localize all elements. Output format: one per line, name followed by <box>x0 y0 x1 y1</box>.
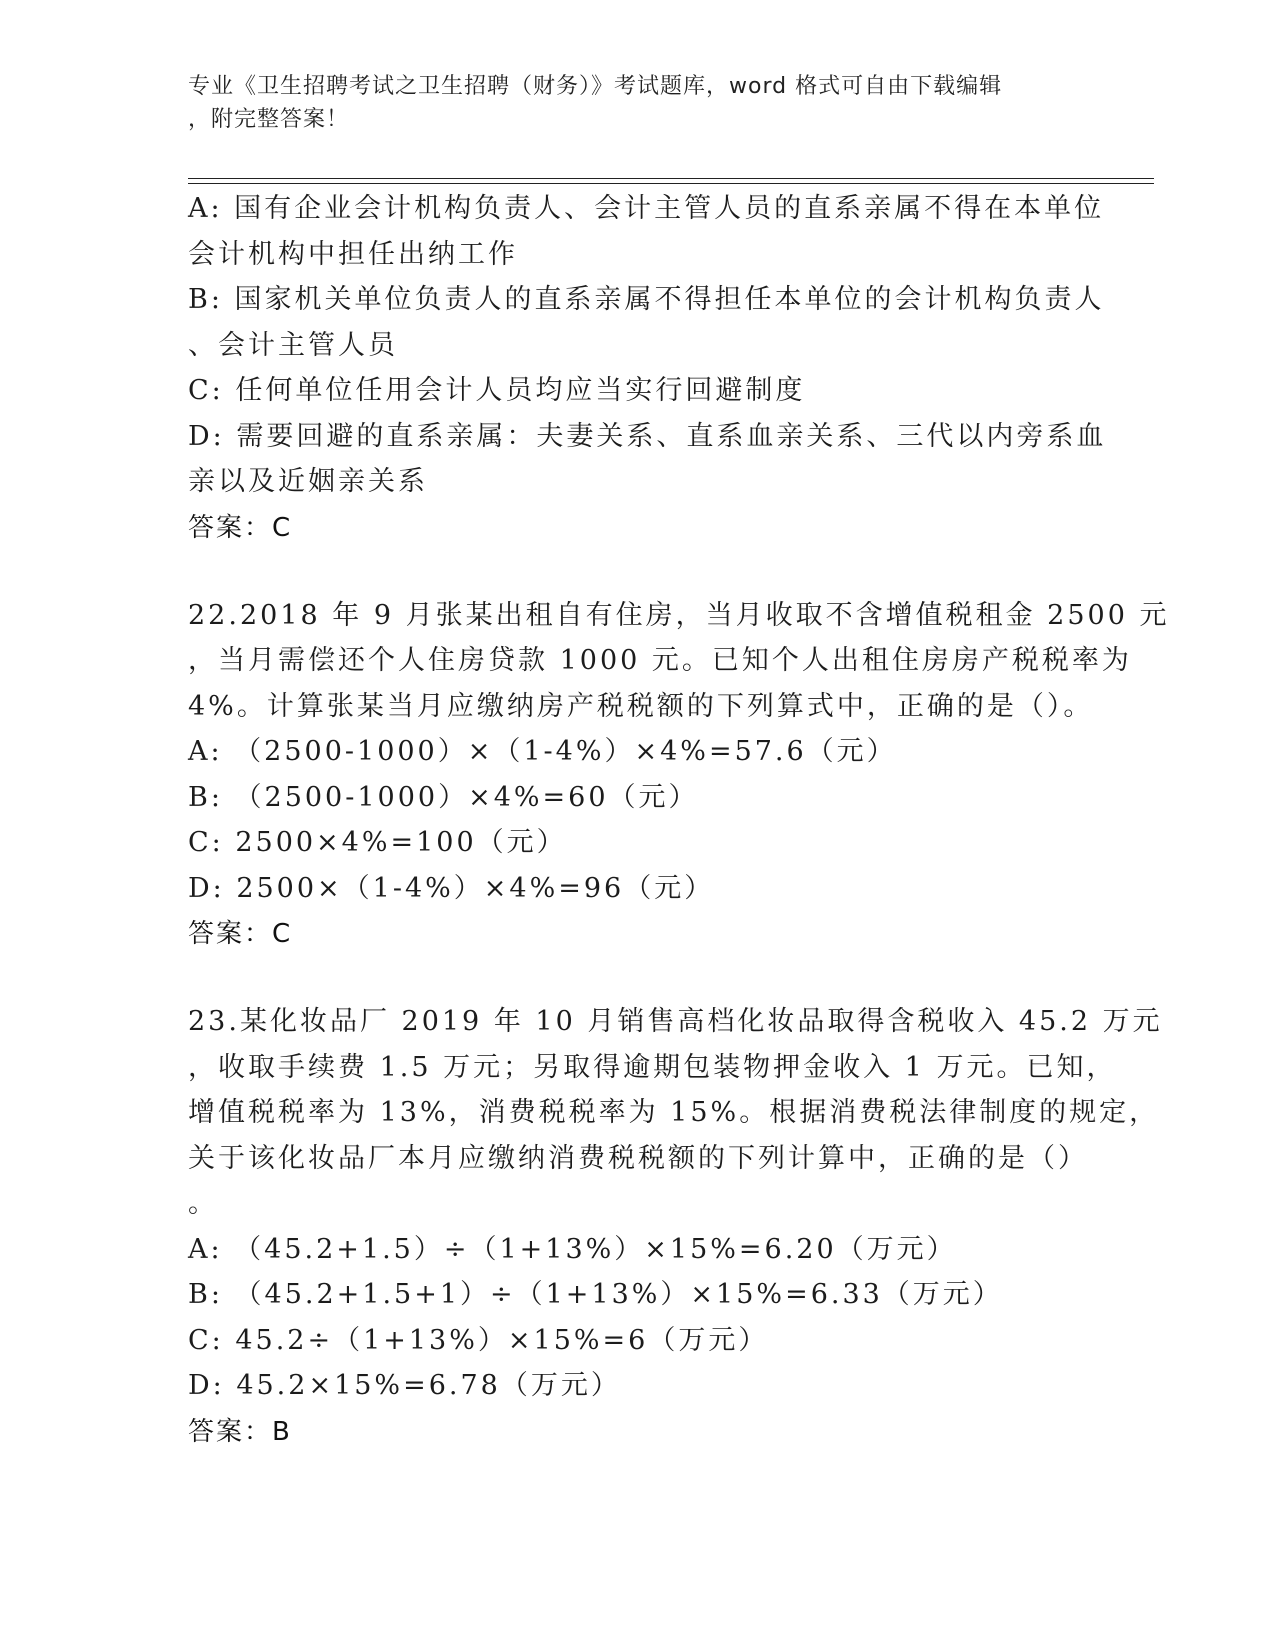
question-text: 增值税税率为 13%，消费税税率为 15%。根据消费税法律制度的规定， <box>188 1097 1160 1128</box>
option-c: C: 2500×4%=100（元） <box>188 827 567 858</box>
question-22 <box>188 593 1170 958</box>
text-line: 、会计主管人员 <box>188 329 398 361</box>
option-d: D: 45.2×15%=6.78（万元） <box>188 1370 621 1401</box>
header-line-1: 专业《卫生招聘考试之卫生招聘（财务）》考试题库，word 格式可自由下载编辑 <box>188 74 1003 99</box>
text-line: 会计机构中担任出纳工作 <box>188 238 518 270</box>
text-line: A: 国有企业会计机构负责人、会计主管人员的直系亲属不得在本单位 <box>188 193 1105 224</box>
document-header <box>188 70 1088 136</box>
header-line-2: ，附完整答案！ <box>188 107 350 132</box>
answer-label: 答案：C <box>188 512 293 543</box>
option-b: B: （45.2+1.5+1）÷（1+13%）×15%=6.33（万元） <box>188 1279 1003 1310</box>
question-text: 22.2018 年 9 月张某出租自有住房，当月收取不含增值税租金 2500 元 <box>188 599 1170 631</box>
question-text: ，当月需偿还个人住房贷款 1000 元。已知个人出租住房房产税税率为 <box>188 645 1132 676</box>
text-line: B: 国家机关单位负责人的直系亲属不得担任本单位的会计机构负责人 <box>188 284 1105 315</box>
option-a: A: （45.2+1.5）÷（1+13%）×15%=6.20（万元） <box>188 1233 957 1265</box>
question-text: ，收取手续费 1.5 万元；另取得逾期包装物押金收入 1 万元。已知， <box>188 1051 1117 1083</box>
text-line: D: 需要回避的直系亲属：夫妻关系、直系血亲关系、三代以内旁系血 <box>188 420 1107 452</box>
spacer <box>188 957 1088 999</box>
question-text: 4%。计算张某当月应缴纳房产税税额的下列算式中，正确的是（）。 <box>188 690 1094 722</box>
spacer <box>188 551 1088 593</box>
answer-label: 答案：B <box>188 1416 292 1447</box>
option-b: B: （2500-1000）×4%=60（元） <box>188 781 699 813</box>
header-divider-bottom <box>188 183 1154 184</box>
document-body <box>188 186 1170 1455</box>
question-21-options <box>188 186 1107 551</box>
text-line: C: 任何单位任用会计人员均应当实行回避制度 <box>188 375 806 406</box>
question-23 <box>188 999 1163 1455</box>
question-text: 关于该化妆品厂本月应缴纳消费税税额的下列计算中，正确的是（） <box>188 1142 1088 1174</box>
question-text: 。 <box>188 1188 218 1219</box>
option-a: A: （2500-1000）×（1-4%）×4%=57.6（元） <box>188 736 897 767</box>
header-divider-top <box>188 178 1154 179</box>
answer-label: 答案：C <box>188 919 293 949</box>
option-c: C: 45.2÷（1+13%）×15%=6（万元） <box>188 1324 769 1356</box>
text-line: 亲以及近姻亲关系 <box>188 466 428 497</box>
question-text: 23.某化妆品厂 2019 年 10 月销售高档化妆品取得含税收入 45.2 万元 <box>188 1006 1163 1037</box>
option-d: D: 2500×（1-4%）×4%=96（元） <box>188 872 715 904</box>
